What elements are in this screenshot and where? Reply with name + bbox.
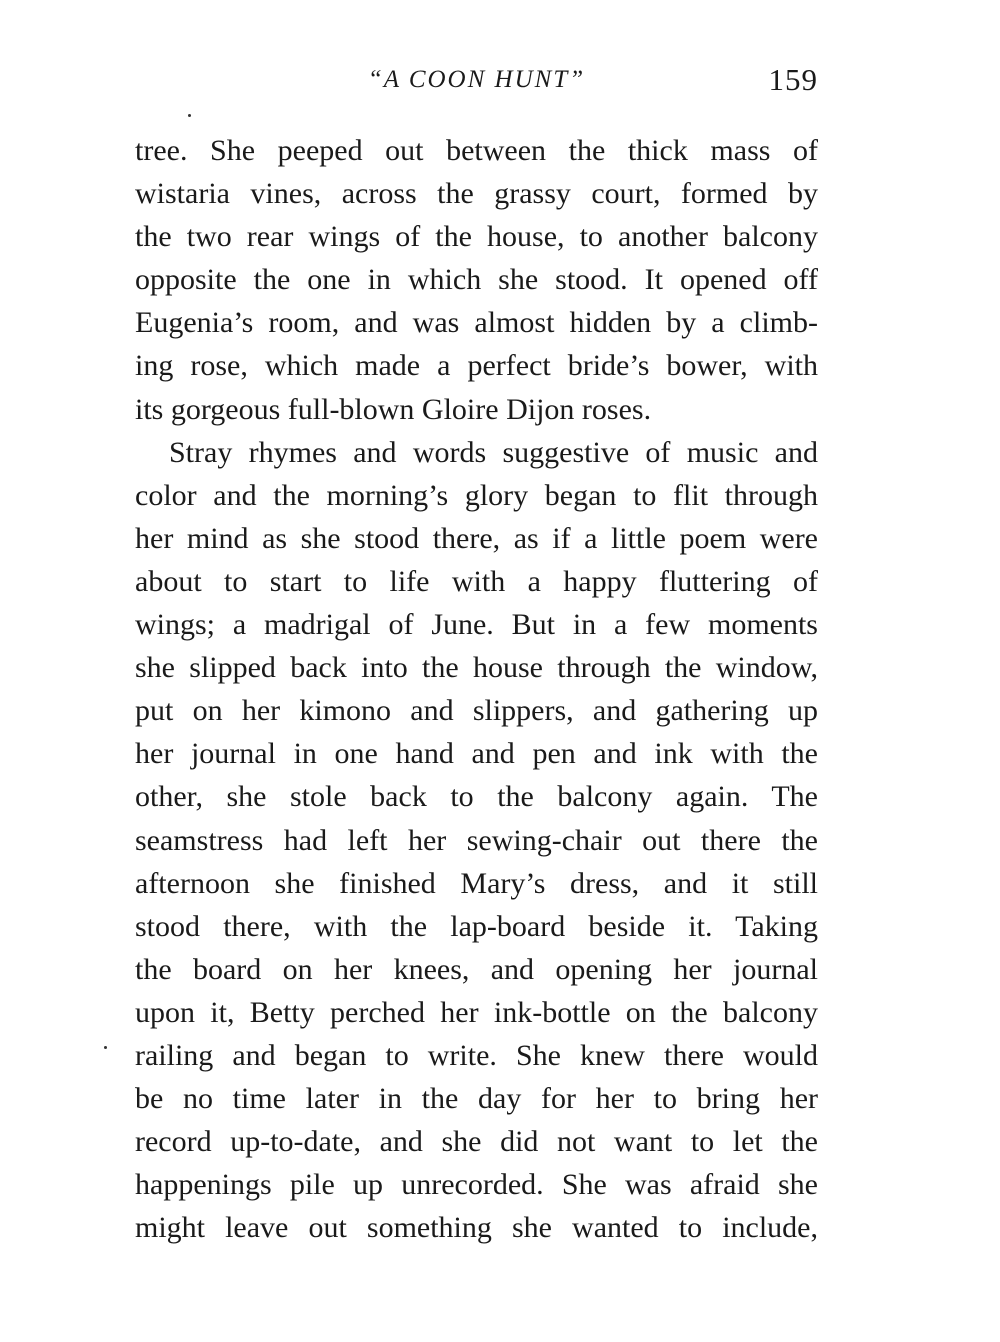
text-line: wistaria vines, across the grassy court, formed by — [135, 177, 818, 211]
text-line: afternoon she finished Mary’s dress, and it still — [135, 866, 818, 900]
text-line: about to start to life with a happy fluttering of — [135, 564, 818, 598]
text-line: Stray rhymes and words suggestive of music and — [169, 435, 818, 469]
page-number: 159 — [768, 62, 818, 97]
text-line: wings; a madrigal of June. But in a few moments — [135, 608, 818, 642]
text-line: upon it, Betty perched her ink-bottle on the balcony — [135, 995, 818, 1029]
text-line: other, she stole back to the balcony again. The — [135, 780, 818, 814]
text-line: stood there, with the lap-board beside it. Taking — [135, 909, 818, 943]
text-line: seamstress had left her sewing-chair out there the — [135, 823, 818, 857]
running-title: “A COON HUNT” — [367, 66, 586, 93]
text-line: ing rose, which made a perfect bride’s bower, with — [135, 349, 818, 383]
text-line: the two rear wings of the house, to another balcony — [135, 220, 818, 254]
text-line: opposite the one in which she stood. It opened off — [135, 263, 818, 297]
text-line: might leave out something she wanted to include, — [135, 1211, 818, 1245]
text-line: railing and began to write. She knew there would — [135, 1038, 818, 1072]
text-line: its gorgeous full-blown Gloire Dijon roses. — [135, 392, 652, 426]
print-speck — [188, 114, 191, 117]
print-speck — [104, 1046, 107, 1049]
text-line: record up-to-date, and she did not want to let the — [135, 1125, 818, 1159]
text-line: put on her kimono and slippers, and gathering up — [135, 694, 818, 728]
text-line: happenings pile up unrecorded. She was afraid she — [135, 1168, 818, 1202]
text-line: color and the morning’s glory began to flit through — [135, 478, 818, 512]
text-line: Eugenia’s room, and was almost hidden by a climb- — [135, 306, 818, 340]
text-line: the board on her knees, and opening her journal — [135, 952, 818, 986]
text-line: she slipped back into the house through the window, — [135, 651, 818, 685]
running-head — [135, 62, 818, 106]
text-line: her mind as she stood there, as if a little poem were — [135, 521, 818, 555]
text-line: tree. She peeped out between the thick mass of — [135, 134, 818, 167]
text-line: her journal in one hand and pen and ink with the — [135, 737, 818, 771]
body-text — [135, 129, 818, 1249]
text-line: be no time later in the day for her to bring her — [135, 1082, 818, 1116]
